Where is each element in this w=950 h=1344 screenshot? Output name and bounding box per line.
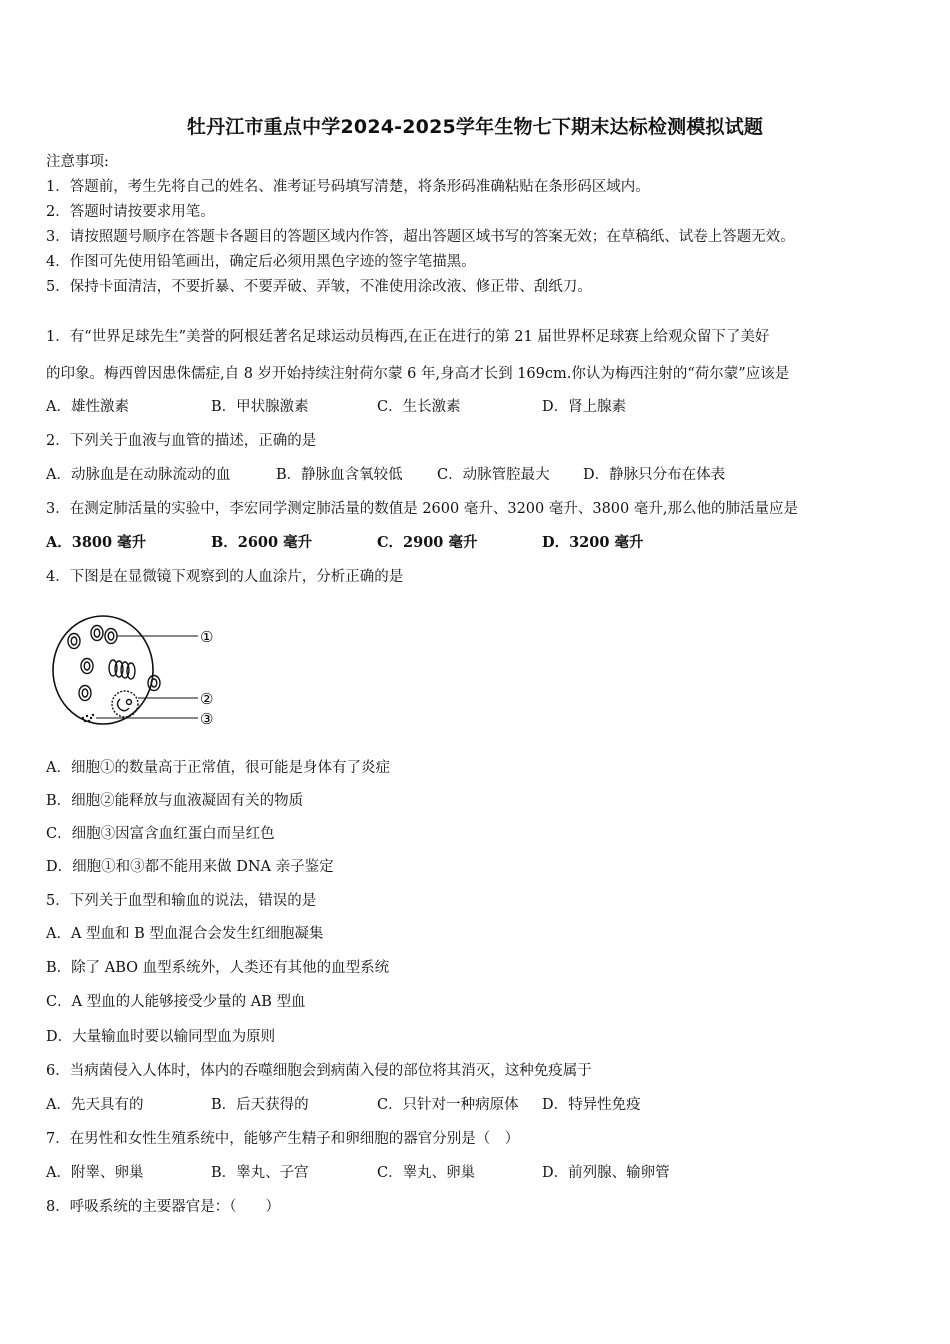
note-item: 3．请按照题号顺序在答题卡各题目的答题区域内作答，超出答题区域书写的答案无效；在草稿纸、试卷上答题无效。 — [46, 229, 795, 245]
q5-option-a: A．A 型血和 B 型血混合会发生红细胞凝集 — [46, 926, 324, 942]
notes-heading: 注意事项: — [46, 154, 109, 170]
q6-option-a: A．先天具有的 — [46, 1097, 144, 1113]
q7-option-b: B．睾丸、子宫 — [211, 1165, 309, 1181]
q4-option-d: D．细胞①和③都不能用来做 DNA 亲子鉴定 — [46, 859, 334, 875]
question-5-stem: 5．下列关于血型和输血的说法，错误的是 — [46, 893, 317, 909]
q1-option-b: B．甲状腺激素 — [211, 399, 309, 415]
blood-smear-figure — [46, 605, 226, 735]
q5-option-d: D．大量输血时要以输同型血为原则 — [46, 1029, 276, 1045]
q3-option-c: C．2900 毫升 — [377, 534, 478, 551]
note-item: 2．答题时请按要求用笔。 — [46, 204, 215, 220]
question-8-stem: 8．呼吸系统的主要器官是：（ ） — [46, 1199, 280, 1215]
q4-option-a: A．细胞①的数量高于正常值，很可能是身体有了炎症 — [46, 760, 390, 776]
question-2-stem: 2．下列关于血液与血管的描述，正确的是 — [46, 433, 317, 449]
q4-option-b: B．细胞②能释放与血液凝固有关的物质 — [46, 793, 304, 809]
figure-label-1: ① — [200, 628, 214, 646]
q7-option-c: C．睾丸、卵巢 — [377, 1165, 476, 1181]
q2-option-a: A．动脉血是在动脉流动的血 — [46, 467, 231, 483]
q2-option-d: D．静脉只分布在体表 — [583, 467, 726, 483]
q5-option-c: C．A 型血的人能够接受少量的 AB 型血 — [46, 994, 306, 1010]
q1-option-a: A．雄性激素 — [46, 399, 129, 415]
note-item: 1．答题前，考生先将自己的姓名、准考证号码填写清楚，将条形码准确粘贴在条形码区域内。 — [46, 179, 650, 195]
q7-option-d: D．前列腺、输卵管 — [542, 1165, 670, 1181]
q3-option-d: D．3200 毫升 — [542, 534, 644, 551]
question-3-stem: 3．在测定肺活量的实验中，李宏同学测定肺活量的数值是 2600 毫升、3200 毫升、3800 毫升,那么他的肺活量应是 — [46, 501, 798, 517]
question-1-stem-cont: 的印象。梅西曾因患侏儒症,自 8 岁开始持续注射荷尔蒙 6 年,身高才长到 169cm.你认为梅西注射的“荷尔蒙”应该是 — [46, 366, 790, 382]
question-1-stem: 1．有“世界足球先生”美誉的阿根廷著名足球运动员梅西,在正在进行的第 21 届世界杯足球赛上给观众留下了美好 — [46, 329, 770, 345]
q5-option-b: B．除了 ABO 血型系统外，人类还有其他的血型系统 — [46, 960, 390, 976]
note-item: 5．保持卡面清洁，不要折暴、不要弄破、弄皱，不准使用涂改液、修正带、刮纸刀。 — [46, 279, 592, 295]
q1-option-c: C．生长激素 — [377, 399, 461, 415]
question-7-stem: 7．在男性和女性生殖系统中，能够产生精子和卵细胞的器官分别是（ ） — [46, 1131, 520, 1147]
q3-option-a: A．3800 毫升 — [46, 534, 147, 551]
note-item: 4．作图可先使用铅笔画出，确定后必须用黑色字迹的签字笔描黑。 — [46, 254, 476, 270]
figure-label-2: ② — [200, 690, 214, 708]
q2-option-c: C．动脉管腔最大 — [437, 467, 550, 483]
q4-option-c: C．细胞③因富含血红蛋白而呈红色 — [46, 826, 275, 842]
question-6-stem: 6．当病菌侵入人体时，体内的吞噬细胞会到病菌入侵的部位将其消灭，这种免疫属于 — [46, 1063, 592, 1079]
q3-option-b: B．2600 毫升 — [211, 534, 313, 551]
q7-option-a: A．附睾、卵巢 — [46, 1165, 144, 1181]
q1-option-d: D．肾上腺素 — [542, 399, 627, 415]
question-4-stem: 4．下图是在显微镜下观察到的人血涂片，分析正确的是 — [46, 569, 404, 585]
page-title: 牡丹江市重点中学2024-2025学年生物七下期末达标检测模拟试题 — [186, 116, 764, 138]
figure-label-3: ③ — [200, 710, 214, 728]
q2-option-b: B．静脉血含氧较低 — [276, 467, 403, 483]
q6-option-d: D．特异性免疫 — [542, 1097, 641, 1113]
q6-option-c: C．只针对一种病原体 — [377, 1097, 519, 1113]
q6-option-b: B．后天获得的 — [211, 1097, 309, 1113]
